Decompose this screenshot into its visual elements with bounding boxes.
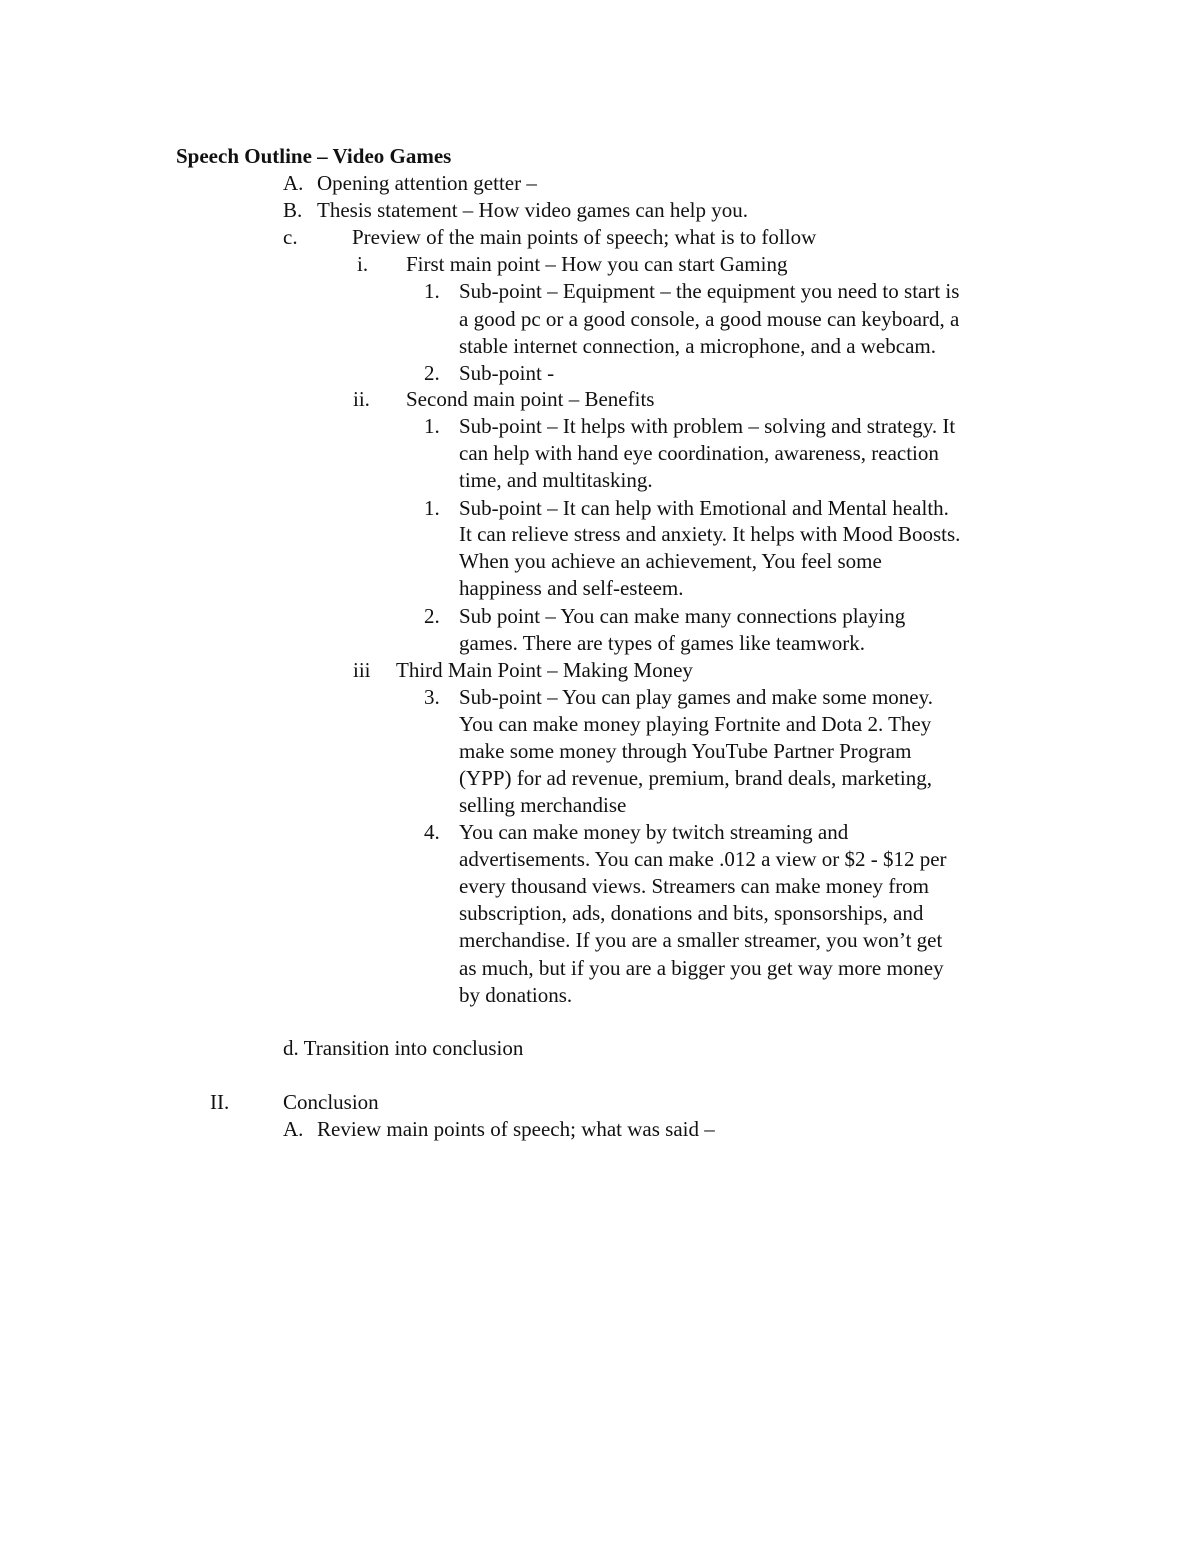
sub-point-line: make some money through YouTube Partner Program [459, 739, 912, 763]
sub-point-line: Sub-point – Equipment – the equipment you need to start is [459, 279, 960, 303]
sub-point-line: games. There are types of games like teamwork. [459, 631, 866, 655]
opening-attention-getter: Opening attention getter – [317, 171, 537, 195]
sub-point-line: stable internet connection, a microphone, and a webcam. [459, 334, 936, 358]
sub-point-line: a good pc or a good console, a good mouse can keyboard, a [459, 307, 960, 331]
outline-marker: II. [210, 1090, 230, 1114]
sub-point-line: can help with hand eye coordination, awareness, reaction [459, 441, 939, 465]
sub-point-line: You can make money playing Fortnite and Dota 2. They [459, 712, 932, 736]
review-main-points: Review main points of speech; what was said – [317, 1117, 715, 1141]
outline-marker: 1. [424, 414, 440, 438]
sub-point-line: time, and multitasking. [459, 468, 653, 492]
outline-marker: ii. [353, 387, 370, 411]
sub-point-line: When you achieve an achievement, You feel some [459, 549, 882, 573]
sub-point-line: It can relieve stress and anxiety. It helps with Mood Boosts. [459, 522, 961, 546]
sub-point-line: Sub-point – It helps with problem – solving and strategy. It [459, 414, 956, 438]
sub-point-line: Sub-point - [459, 361, 555, 385]
sub-point-line: You can make money by twitch streaming and [459, 820, 849, 844]
first-main-point: First main point – How you can start Gaming [406, 252, 788, 276]
outline-marker: 2. [424, 604, 440, 628]
sub-point-line: happiness and self-esteem. [459, 576, 684, 600]
document-title: Speech Outline – Video Games [176, 144, 452, 168]
sub-point-line: as much, but if you are a bigger you get way more money [459, 956, 944, 980]
outline-marker: c. [283, 225, 298, 249]
outline-marker: B. [283, 198, 303, 222]
outline-marker: i. [357, 252, 369, 276]
outline-marker: 3. [424, 685, 440, 709]
sub-point-line: advertisements. You can make .012 a view or $2 - $12 per [459, 847, 947, 871]
sub-point-line: Sub-point – It can help with Emotional and Mental health. [459, 496, 949, 520]
outline-marker: iii [353, 658, 371, 682]
outline-marker: A. [283, 171, 304, 195]
outline-marker: 1. [424, 279, 440, 303]
transition-into-conclusion: d. Transition into conclusion [283, 1036, 524, 1060]
thesis-statement: Thesis statement – How video games can help you. [317, 198, 748, 222]
preview-main-points: Preview of the main points of speech; what is to follow [352, 225, 817, 249]
conclusion-heading: Conclusion [283, 1090, 379, 1114]
outline-marker: 2. [424, 361, 440, 385]
outline-marker: A. [283, 1117, 304, 1141]
sub-point-line: by donations. [459, 983, 573, 1007]
sub-point-line: Sub point – You can make many connections playing [459, 604, 906, 628]
outline-marker: 1. [424, 496, 440, 520]
sub-point-line: every thousand views. Streamers can make money from [459, 874, 930, 898]
sub-point-line: selling merchandise [459, 793, 627, 817]
sub-point-line: subscription, ads, donations and bits, sponsorships, and [459, 901, 924, 925]
second-main-point: Second main point – Benefits [406, 387, 655, 411]
outline-marker: 4. [424, 820, 440, 844]
sub-point-line: merchandise. If you are a smaller streamer, you won’t get [459, 928, 943, 952]
sub-point-line: (YPP) for ad revenue, premium, brand deals, marketing, [459, 766, 932, 790]
third-main-point: Third Main Point – Making Money [396, 658, 693, 682]
sub-point-line: Sub-point – You can play games and make some money. [459, 685, 933, 709]
